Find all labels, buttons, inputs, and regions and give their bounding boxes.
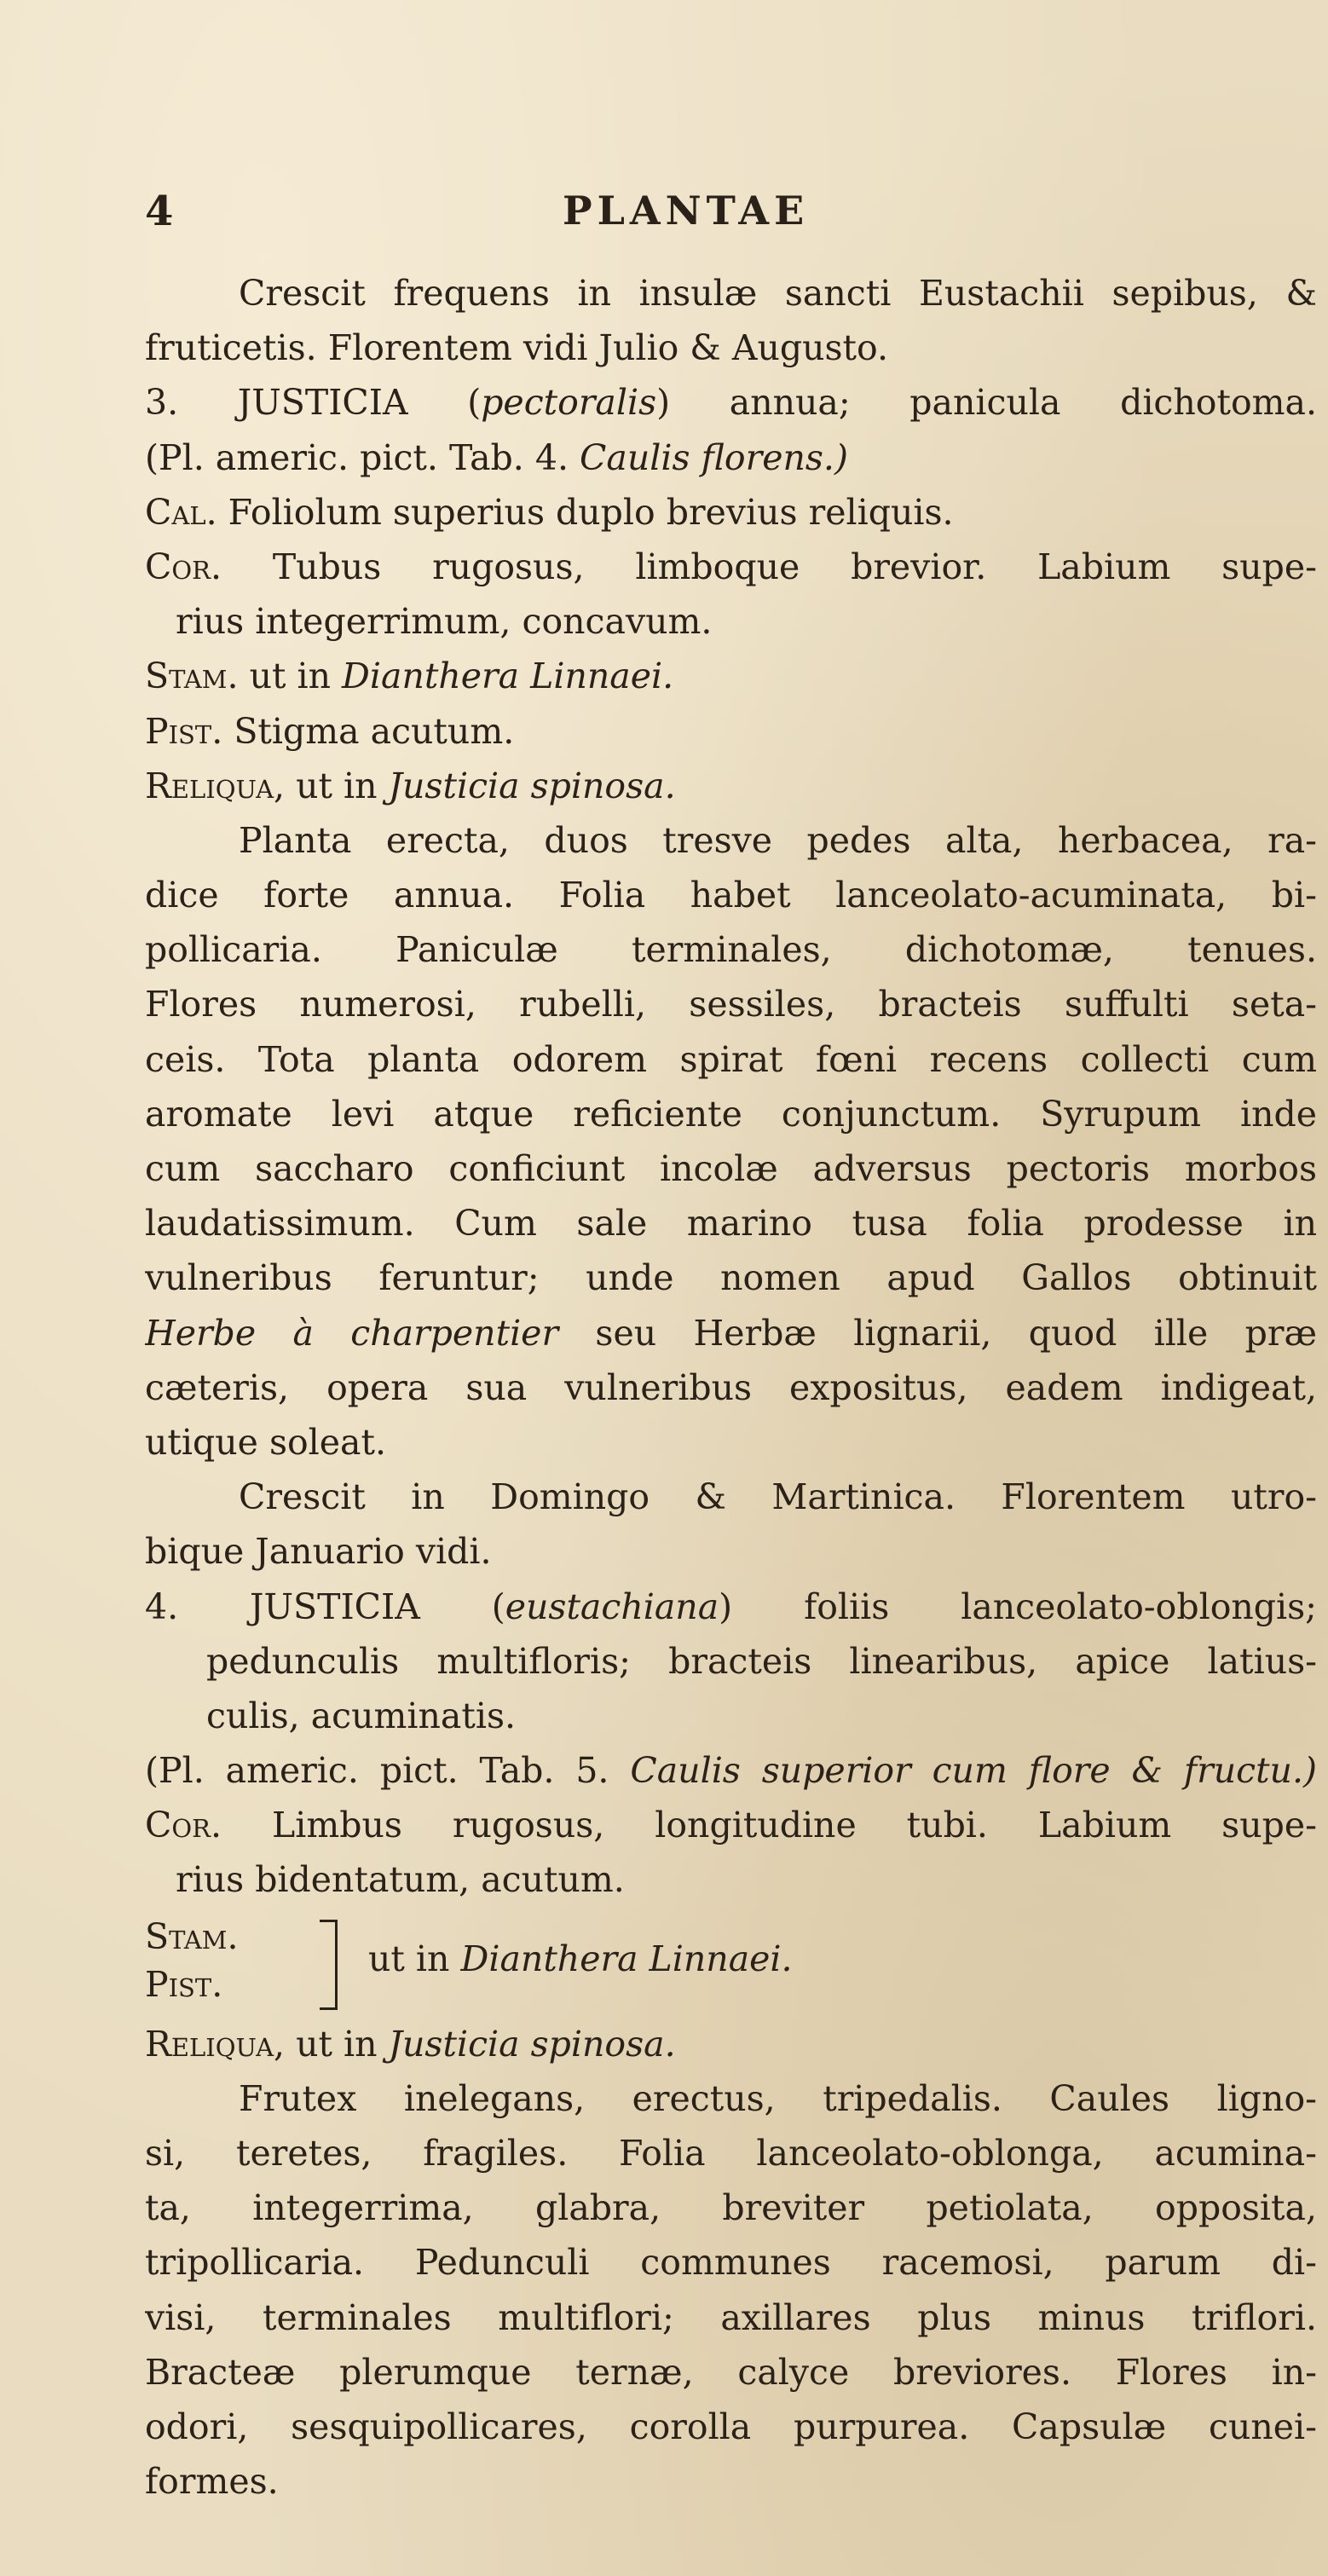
text-line: cæteris, opera sua vulneribus expositus, eadem indigeat, [145,1366,1317,1408]
text-line: rius bidentatum, acutum. [176,1859,625,1901]
text-line: formes. [145,2461,279,2503]
text-line: tripollicaria. Pedunculi communes racemosi, parum di- [145,2242,1317,2284]
text-line: Stam. ut in Dianthera Linnaei. [145,656,674,697]
text-line: Crescit frequens in insulæ sancti Eustachii sepibus, & [239,273,1317,314]
species-heading: 4. JUSTICIA (eustachiana) foliis lanceolato-oblongis; [145,1585,1317,1627]
text-line: Bracteæ plerumque ternæ, calyce breviores. Flores in- [145,2351,1317,2393]
text-line: Crescit in Domingo & Martinica. Florentem utro- [239,1476,1317,1518]
text-line: Frutex inelegans, erectus, tripedalis. Caules ligno- [239,2077,1317,2119]
plate-reference: (Pl. americ. pict. Tab. 4. Caulis florens.) [145,436,848,478]
running-head: PLANTAE [563,188,810,234]
text-line: Herbe à charpentier seu Herbæ lignarii, quod ille præ [145,1312,1317,1354]
species-heading: 3. JUSTICIA (pectoralis) annua; panicula dichotoma. [145,382,1317,424]
bracket-icon [320,1920,338,2010]
text-line: rius integerrimum, concavum. [176,601,713,643]
stamen-pistil-group [145,1908,1317,2017]
text-line: pollicaria. Paniculæ terminales, dichotomæ, tenues. [145,929,1317,971]
text-line: Cal. Foliolum superius duplo brevius reliquis. [145,491,954,533]
text-line: pedunculis multifloris; bracteis linearibus, apice latius- [206,1640,1317,1682]
page-number: 4 [145,188,174,235]
plate-reference: (Pl. americ. pict. Tab. 5. Caulis superior cum flore & fructu.) [145,1750,1317,1792]
text-line: Planta erecta, duos tresve pedes alta, herbacea, ra- [239,819,1317,861]
text-line: bique Januario vidi. [145,1531,492,1573]
text-line: Reliqua, ut in Justicia spinosa. [145,765,676,806]
text-line: si, teretes, fragiles. Folia lanceolato-oblonga, acumina- [145,2133,1317,2174]
text-line: laudatissimum. Cum sale marino tusa folia prodesse in [145,1203,1317,1245]
text-line: fruticetis. Florentem vidi Julio & Augusto. [145,327,889,369]
text-line: ta, integerrima, glabra, breviter petiolata, opposita, [145,2187,1317,2229]
text-line: Flores numerosi, rubelli, sessiles, bracteis suffulti seta- [145,984,1317,1025]
text-line: ceis. Tota planta odorem spirat fœni recens collecti cum [145,1038,1317,1080]
brace-labels: Stam. Pist. [145,1915,239,2005]
text-line: cum saccharo conficiunt incolæ adversus pectoris morbos [145,1148,1317,1189]
text-line: vulneribus feruntur; unde nomen apud Gallos obtinuit [145,1257,1317,1299]
text-line: Cor. Tubus rugosus, limboque brevior. Labium supe- [145,546,1317,587]
text-line: culis, acuminatis. [206,1695,517,1736]
text-line: Cor. Limbus rugosus, longitudine tubi. Labium supe- [145,1805,1317,1846]
text-line: Pist. Stigma acutum. [145,710,515,752]
text-line: odori, sesquipollicares, corolla purpurea. Capsulæ cunei- [145,2406,1317,2447]
text-line: dice forte annua. Folia habet lanceolato-acuminata, bi- [145,875,1317,916]
body-text [145,266,1317,2509]
text-line: Reliqua, ut in Justicia spinosa. [145,2023,676,2065]
text-line: utique soleat. [145,1421,386,1463]
text-line: aromate levi atque reficiente conjunctum. Syrupum inde [145,1093,1317,1135]
text-line: ut in Dianthera Linnaei. [368,1938,793,1979]
page-header [145,188,1253,239]
text-line: visi, terminales multiflori; axillares plus minus triflori. [145,2296,1317,2338]
